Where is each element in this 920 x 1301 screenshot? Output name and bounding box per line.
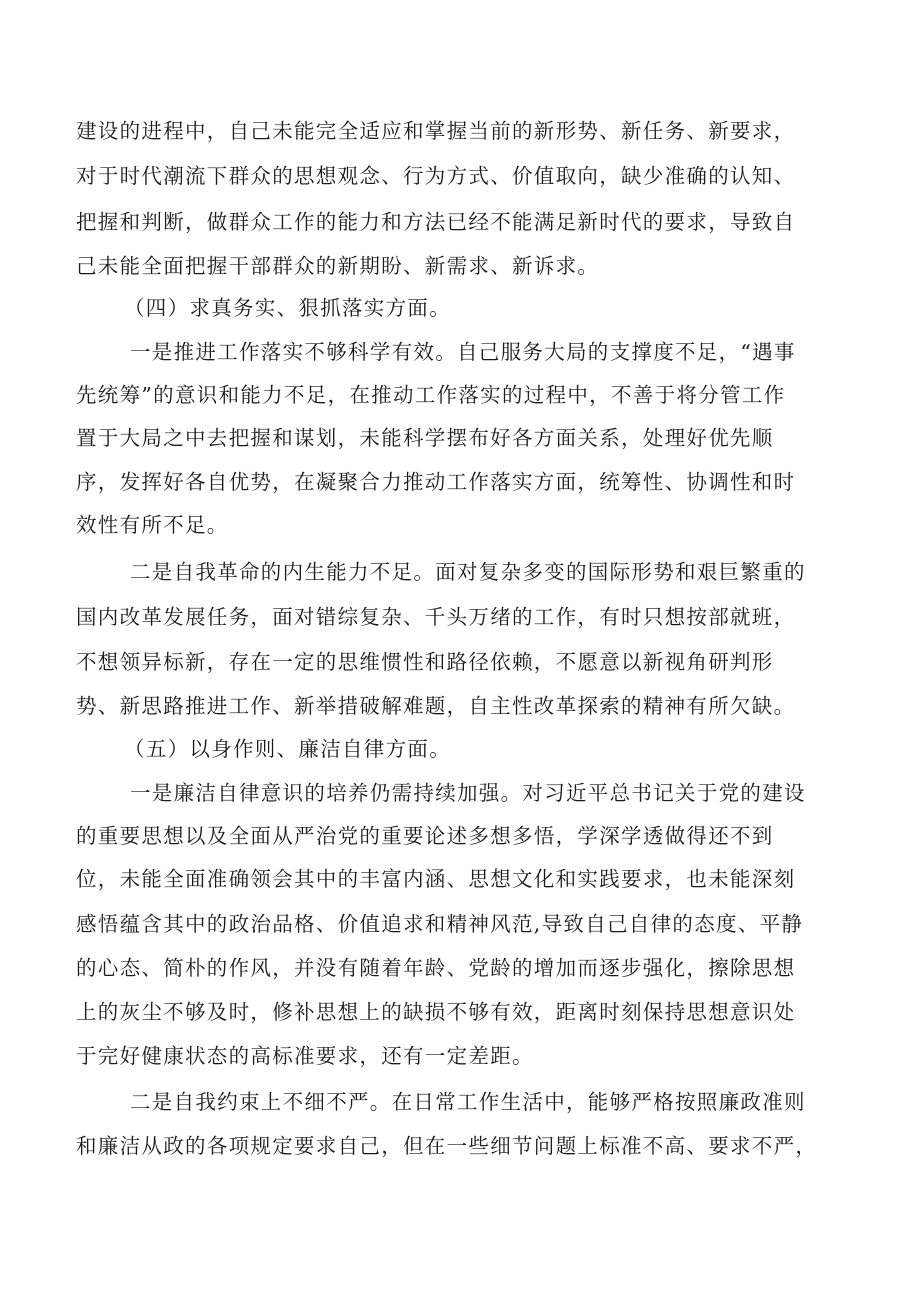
text-line: 己未能全面把握干部群众的新期盼、新需求、新诉求。 [76,254,600,278]
text-line: 位，未能全面准确领会其中的丰富内涵、思想文化和实践要求，也未能深刻 [76,867,796,891]
text-line: 感悟蕴含其中的政治品格、价值追求和精神风范,导致自己自律的态度、平静 [76,912,804,936]
text-line: 的心态、简朴的作风，并没有随着年龄、党龄的增加而逐步强化，擦除思想 [76,956,796,980]
text-line: 建设的进程中，自己未能完全适应和掌握当前的新形势、新任务、新要求， [76,119,796,143]
section-heading: （五）以身作则、廉洁自律方面。 [124,737,451,761]
text-line: 二是自我约束上不细不严。在日常工作生活中，能够严格按照廉政准则 [130,1090,806,1114]
text-line: 上的灰尘不够及时，修补思想上的缺损不够有效，距离时刻保持思想意识处 [76,1000,796,1024]
text-line: 势、新思路推进工作、新举措破解难题，自主性改革探索的精神有所欠缺。 [76,694,796,718]
text-line: 一是廉洁自律意识的培养仍需持续加强。对习近平总书记关于党的建设 [130,781,806,805]
text-line: 国内改革发展任务，面对错综复杂、千头万绪的工作，有时只想按部就班， [76,605,796,629]
text-line: 一是推进工作落实不够科学有效。自己服务大局的支撑度不足，“遇事 [130,340,796,364]
text-line: 序，发挥好各自优势，在凝聚合力推动工作落实方面，统筹性、协调性和时 [76,470,796,494]
text-line: 于完好健康状态的高标准要求，还有一定差距。 [76,1044,534,1068]
text-line: 和廉洁从政的各项规定要求自己，但在一些细节问题上标准不高、要求不严， [76,1134,818,1158]
text-line: 置于大局之中去把握和谋划，未能科学摆布好各方面关系，处理好优先顺 [76,426,774,450]
text-line: 的重要思想以及全面从严治党的重要论述多想多悟，学深学透做得还不到 [76,824,774,848]
text-line: 把握和判断，做群众工作的能力和方法已经不能满足新时代的要求，导致自 [76,210,796,234]
text-line: 二是自我革命的内生能力不足。面对复杂多变的国际形势和艰巨繁重的 [130,560,806,584]
section-heading: （四）求真务实、狠抓落实方面。 [124,296,451,320]
text-line: 先统筹”的意识和能力不足，在推动工作落实的过程中，不善于将分管工作 [76,383,786,407]
text-line: 不想领异标新，存在一定的思维惯性和路径依赖，不愿意以新视角研判形 [76,650,774,674]
text-line: 对于时代潮流下群众的思想观念、行为方式、价值取向，缺少准确的认知、 [76,164,796,188]
text-line: 效性有所不足。 [76,513,229,537]
